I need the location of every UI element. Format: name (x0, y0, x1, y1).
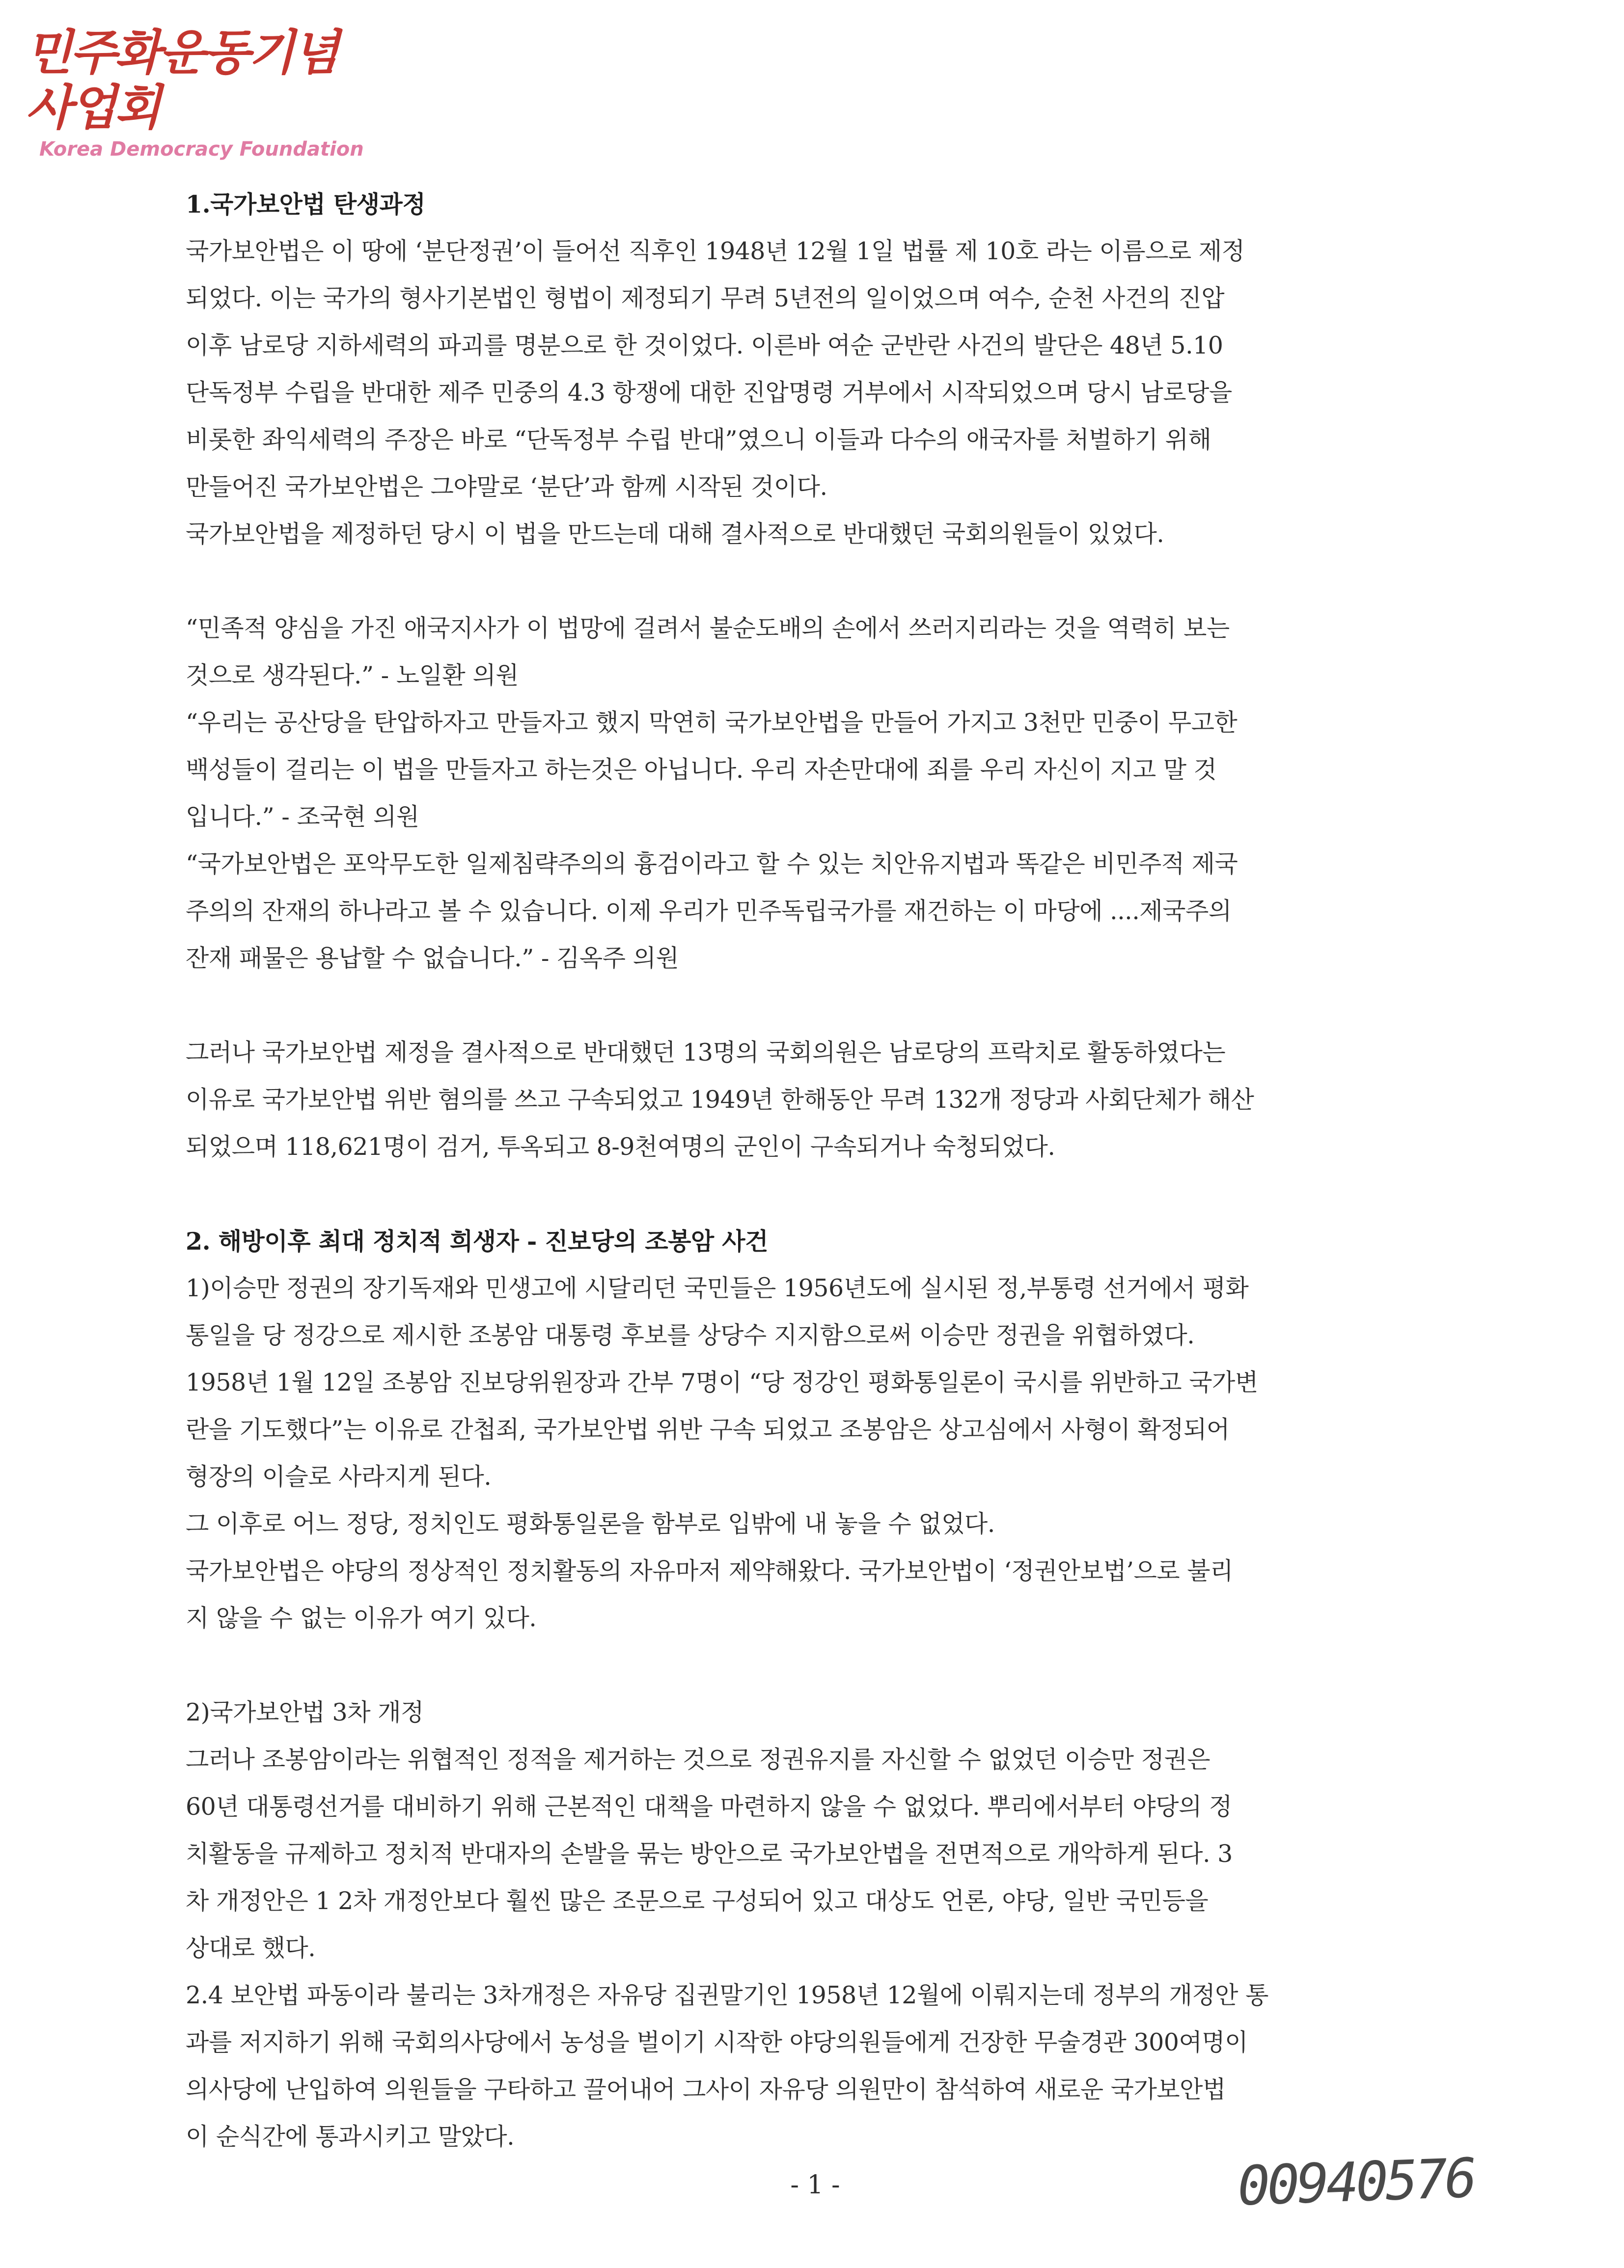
text-line: “우리는 공산당을 탄압하자고 만들자고 했지 막연히 국가보안법을 만들어 가지고 3천만 민중이 무고한 (186, 709, 1238, 737)
text-line: 상대로 했다. (186, 1934, 316, 1962)
text-line: 치활동을 규제하고 정치적 반대자의 손발을 묶는 방안으로 국가보안법을 전면적으로 개악하게 된다. 3 (186, 1840, 1233, 1868)
text-line: 것으로 생각된다.” - 노일환 의원 (186, 661, 519, 689)
text-line: 과를 저지하기 위해 국회의사당에서 농성을 벌이기 시작한 야당의원들에게 건장한 무술경관 300여명이 (186, 2028, 1248, 2056)
text-line: 통일을 당 정강으로 제시한 조봉암 대통령 후보를 상당수 지지함으로써 이승만 정권을 위협하였다. (186, 1321, 1195, 1349)
logo-english-text: Korea Democracy Foundation (39, 138, 364, 161)
text-line: 국가보안법은 야당의 정상적인 정치활동의 자유마저 제약해왔다. 국가보안법이 ‘정권안보법’으로 불리 (186, 1557, 1233, 1585)
foundation-logo (26, 26, 379, 162)
text-line: 단독정부 수립을 반대한 제주 민중의 4.3 항쟁에 대한 진압명령 거부에서 시작되었으며 당시 남로당을 (186, 379, 1232, 407)
text-line: 만들어진 국가보안법은 그야말로 ‘분단’과 함께 시작된 것이다. (186, 473, 827, 501)
text-line: 1)이승만 정권의 장기독재와 민생고에 시달리던 국민들은 1956년도에 실시된 정,부통령 선거에서 평화 (186, 1274, 1249, 1302)
text-line: 의사당에 난입하여 의원들을 구타하고 끌어내어 그사이 자유당 의원만이 참석하여 새로운 국가보안법 (186, 2076, 1226, 2104)
text-line: 잔재 패물은 용납할 수 없습니다.” - 김옥주 의원 (186, 944, 679, 972)
text-line: 그러나 국가보안법 제정을 결사적으로 반대했던 13명의 국회의원은 남로당의 프락치로 활동하였다는 (186, 1038, 1226, 1066)
text-line: 형장의 이슬로 사라지게 된다. (186, 1463, 492, 1491)
text-line: 이 순식간에 통과시키고 말았다. (186, 2123, 515, 2151)
text-line: 그 이후로 어느 정당, 정치인도 평화통일론을 함부로 입밖에 내 놓을 수 없었다. (186, 1510, 995, 1538)
text-line: 국가보안법은 이 땅에 ‘분단정권’이 들어선 직후인 1948년 12월 1일 법률 제 10호 라는 이름으로 제정 (186, 237, 1245, 265)
text-line: 란을 기도했다”는 이유로 간첩죄, 국가보안법 위반 구속 되었고 조봉암은 상고심에서 사형이 확정되어 (186, 1416, 1230, 1444)
blank-line (186, 1171, 1423, 1218)
text-line: 2.4 보안법 파동이라 불리는 3차개정은 자유당 집권말기인 1958년 12월에 이뤄지는데 정부의 개정안 통 (186, 1981, 1268, 2009)
text-line: 60년 대통령선거를 대비하기 위해 근본적인 대책을 마련하지 않을 수 없었다. 뿌리에서부터 야당의 정 (186, 1793, 1232, 1821)
blank-line (186, 1642, 1423, 1689)
page-number: - 1 - (790, 2170, 840, 2200)
document-id-stamp: 00940576 (1236, 2146, 1475, 2218)
text-line: 되었다. 이는 국가의 형사기본법인 형법이 제정되기 무려 5년전의 일이었으며 여수, 순천 사건의 진압 (186, 284, 1225, 312)
blank-line (186, 982, 1423, 1029)
text-line: 되었으며 118,621명이 검거, 투옥되고 8-9천여명의 군인이 구속되거나 숙청되었다. (186, 1133, 1055, 1161)
text-line: “민족적 양심을 가진 애국지사가 이 법망에 걸려서 불순도배의 손에서 쓰러지리라는 것을 역력히 보는 (186, 614, 1230, 642)
text-line: 비롯한 좌익세력의 주장은 바로 “단독정부 수립 반대”였으니 이들과 다수의 애국자를 처벌하기 위해 (186, 426, 1211, 454)
text-line: 국가보안법을 제정하던 당시 이 법을 만드는데 대해 결사적으로 반대했던 국회의원들이 있었다. (186, 520, 1164, 548)
text-line: 이후 남로당 지하세력의 파괴를 명분으로 한 것이었다. 이른바 여순 군반란 사건의 발단은 48년 5.10 (186, 331, 1223, 359)
text-line: 그러나 조봉암이라는 위협적인 정적을 제거하는 것으로 정권유지를 자신할 수 없었던 이승만 정권은 (186, 1746, 1211, 1774)
text-line: 지 않을 수 없는 이유가 여기 있다. (186, 1604, 537, 1632)
text-line: 차 개정안은 1 2차 개정안보다 훨씬 많은 조문으로 구성되어 있고 대상도 언론, 야당, 일반 국민등을 (186, 1887, 1209, 1915)
text-line: 입니다.” - 조국현 의원 (186, 803, 419, 831)
blank-line (186, 558, 1423, 605)
text-line: 주의의 잔재의 하나라고 볼 수 있습니다. 이제 우리가 민주독립국가를 재건하는 이 마당에 ....제국주의 (186, 897, 1232, 925)
text-line: 이유로 국가보안법 위반 혐의를 쓰고 구속되었고 1949년 한해동안 무려 132개 정당과 사회단체가 해산 (186, 1086, 1254, 1114)
text-line: 1958년 1월 12일 조봉암 진보당위원장과 간부 7명이 “당 정강인 평화통일론이 국시를 위반하고 국가변 (186, 1368, 1258, 1396)
text-line: 2)국가보안법 3차 개정 (186, 1698, 424, 1726)
text-line: 백성들이 걸리는 이 법을 만들자고 하는것은 아닙니다. 우리 자손만대에 죄를 우리 자신이 지고 말 것 (186, 756, 1217, 784)
section-heading: 2. 해방이후 최대 정치적 희생자 - 진보당의 조봉암 사건 (186, 1227, 768, 1256)
logo-korean-text: 민주화운동기념사업회 (26, 25, 337, 136)
text-line: “국가보안법은 포악무도한 일제침략주의의 흉검이라고 할 수 있는 치안유지법과 똑같은 비민주적 제국 (186, 850, 1238, 878)
section-heading: 1.국가보안법 탄생과정 (186, 190, 426, 219)
document-body (186, 181, 1423, 2160)
